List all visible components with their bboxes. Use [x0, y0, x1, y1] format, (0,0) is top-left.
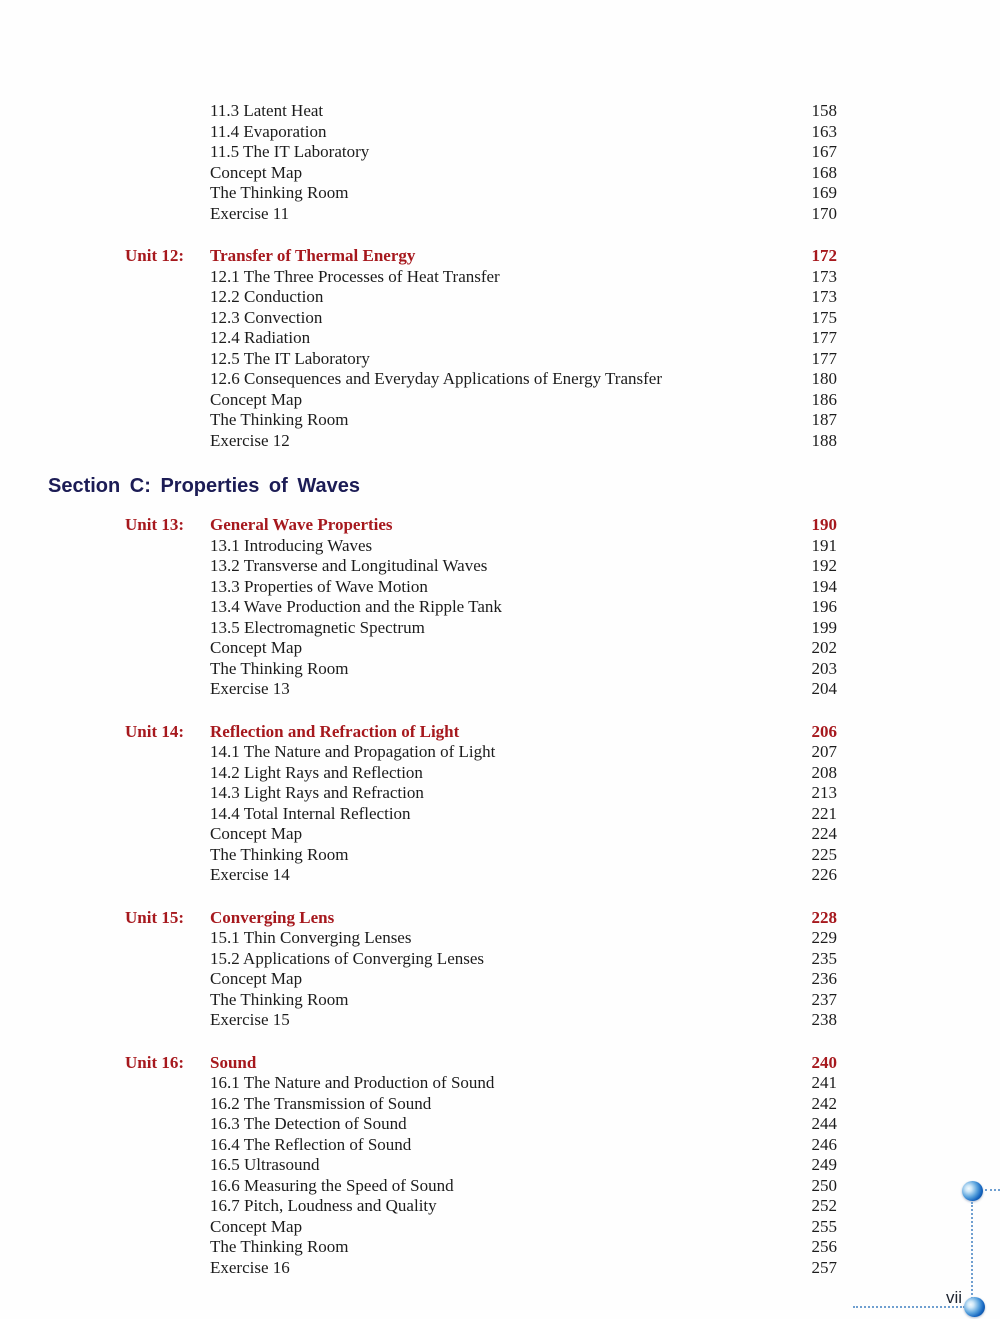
toc-entry-row — [125, 328, 837, 349]
unit-block — [125, 246, 837, 451]
toc-entry-row — [125, 865, 837, 886]
continuation-block — [125, 101, 837, 224]
entry-title: Concept Map — [210, 824, 303, 843]
entry-page-number: 244 — [811, 1114, 837, 1133]
toc-entry-row — [125, 142, 837, 163]
entry-page-number: 236 — [811, 969, 837, 988]
toc-entry-row — [125, 577, 837, 598]
toc-entry-row — [125, 679, 837, 700]
entry-title: 14.1 The Nature and Propagation of Light — [210, 742, 496, 761]
entry-page-number: 235 — [811, 948, 837, 968]
entry-title: 14.4 Total Internal Reflection — [210, 803, 411, 823]
toc-entry-row — [125, 267, 837, 288]
entry-page-number: 186 — [811, 389, 837, 409]
entry-page-number: 173 — [811, 266, 837, 286]
entry-page-number: 187 — [811, 410, 837, 429]
entry-page-number: 206 — [811, 721, 837, 741]
entry-page-number: 188 — [811, 430, 837, 450]
entry-title: The Thinking Room — [210, 658, 349, 678]
entry-page-number: 257 — [811, 1257, 837, 1277]
entry-page-number: 163 — [811, 121, 837, 141]
blue-bead-icon-top-right — [962, 1181, 983, 1201]
entry-page-number: 240 — [811, 1052, 837, 1072]
toc-entry-row — [125, 101, 837, 122]
toc-entry-row — [125, 845, 837, 866]
toc-entry-row — [125, 163, 837, 184]
entry-title: The Thinking Room — [210, 1237, 349, 1256]
entry-title: 16.4 The Reflection of Sound — [210, 1134, 412, 1154]
toc-entry-row — [125, 536, 837, 557]
unit-title: Transfer of Thermal Energy — [210, 246, 416, 265]
toc-entry-row — [125, 556, 837, 577]
toc-entry-row — [125, 969, 837, 990]
entry-title: The Thinking Room — [210, 844, 349, 864]
entry-title: Concept Map — [210, 1216, 303, 1236]
entry-page-number: 255 — [811, 1216, 837, 1236]
entry-title: Exercise 13 — [210, 679, 290, 698]
entry-page-number: 194 — [811, 576, 837, 596]
entry-page-number: 246 — [811, 1134, 837, 1154]
entry-title: 11.5 The IT Laboratory — [210, 142, 370, 161]
toc-entry-row — [125, 597, 837, 618]
toc-entry-row — [125, 369, 837, 390]
toc-entry-row — [125, 183, 837, 204]
entry-title: 14.2 Light Rays and Reflection — [210, 762, 423, 782]
toc-entry-row — [125, 204, 837, 225]
toc-entry-row — [125, 1176, 837, 1197]
toc-unit-title-row — [125, 908, 837, 929]
entry-title: Exercise 12 — [210, 430, 290, 450]
entry-page-number: 167 — [811, 142, 837, 161]
entry-page-number: 208 — [811, 762, 837, 782]
toc-entry-row — [125, 742, 837, 763]
entry-page-number: 238 — [811, 1010, 837, 1029]
entry-page-number: 173 — [811, 287, 837, 306]
toc-entry-row — [125, 1114, 837, 1135]
entry-page-number: 158 — [811, 101, 837, 120]
entry-page-number: 177 — [811, 348, 837, 368]
entry-page-number: 199 — [811, 617, 837, 637]
entry-title: Exercise 15 — [210, 1010, 290, 1029]
entry-title: Exercise 16 — [210, 1257, 290, 1277]
entry-page-number: 191 — [811, 535, 837, 555]
toc-entry-row — [125, 1135, 837, 1156]
toc-unit-title-row — [125, 722, 837, 743]
entry-page-number: 229 — [811, 928, 837, 947]
entry-page-number: 249 — [811, 1155, 837, 1174]
unit-block — [125, 722, 837, 886]
toc-entry-row — [125, 1217, 837, 1238]
entry-title: 16.5 Ultrasound — [210, 1155, 320, 1174]
entry-page-number: 190 — [811, 515, 837, 534]
section-header: Section C: Properties of Waves — [48, 475, 360, 497]
entry-page-number: 203 — [811, 658, 837, 678]
entry-title: 11.3 Latent Heat — [210, 101, 324, 120]
entry-title: 13.2 Transverse and Longitudinal Waves — [210, 556, 488, 575]
unit-label: Unit 15: — [125, 907, 185, 927]
entry-page-number: 168 — [811, 162, 837, 182]
entry-page-number: 204 — [811, 679, 837, 698]
entry-page-number: 207 — [811, 742, 837, 761]
entry-page-number: 170 — [811, 203, 837, 223]
entry-title: 12.1 The Three Processes of Heat Transfer — [210, 266, 500, 286]
entry-page-number: 228 — [811, 907, 837, 927]
toc-entry-row — [125, 431, 837, 452]
entry-page-number: 242 — [811, 1093, 837, 1113]
entry-title: 14.3 Light Rays and Refraction — [210, 783, 424, 802]
entry-title: 16.6 Measuring the Speed of Sound — [210, 1175, 454, 1195]
page-number: vii — [945, 1288, 962, 1307]
toc-entry-row — [125, 410, 837, 431]
toc-entry-row — [125, 824, 837, 845]
entry-title: 16.3 The Detection of Sound — [210, 1114, 407, 1133]
entry-page-number: 237 — [811, 989, 837, 1009]
entry-title: 15.1 Thin Converging Lenses — [210, 928, 412, 947]
unit-title: Reflection and Refraction of Light — [210, 721, 460, 741]
entry-page-number: 256 — [811, 1237, 837, 1256]
entry-page-number: 241 — [811, 1073, 837, 1092]
entry-page-number: 177 — [811, 328, 837, 347]
toc-entry-row — [125, 1196, 837, 1217]
toc-entry-row — [125, 659, 837, 680]
entry-page-number: 192 — [811, 556, 837, 575]
unit-label: Unit 16: — [125, 1052, 185, 1072]
unit-title: Converging Lens — [210, 907, 335, 927]
toc-entry-row — [125, 928, 837, 949]
entry-title: 12.4 Radiation — [210, 328, 311, 347]
entry-title: 13.3 Properties of Wave Motion — [210, 576, 428, 596]
entry-title: 11.4 Evaporation — [210, 121, 327, 141]
toc-entry-row — [125, 783, 837, 804]
toc-entry-row — [125, 638, 837, 659]
toc-entry-row — [125, 618, 837, 639]
dotted-line-top-right — [985, 1189, 1000, 1191]
toc-entry-row — [125, 1155, 837, 1176]
entry-page-number: 213 — [811, 783, 837, 802]
entry-title: 12.2 Conduction — [210, 287, 324, 306]
entry-page-number: 226 — [811, 865, 837, 884]
toc-entry-row — [125, 287, 837, 308]
unit-title: General Wave Properties — [210, 515, 393, 534]
entry-page-number: 175 — [811, 307, 837, 327]
entry-title: 16.2 The Transmission of Sound — [210, 1093, 432, 1113]
entry-page-number: 250 — [811, 1175, 837, 1195]
unit-title: Sound — [210, 1052, 257, 1072]
unit-label: Unit 12: — [125, 246, 185, 265]
entry-title: 13.4 Wave Production and the Ripple Tank — [210, 597, 502, 616]
toc-entry-row — [125, 990, 837, 1011]
toc-entry-row — [125, 949, 837, 970]
blue-bead-icon-bottom-right — [964, 1297, 985, 1317]
toc-entry-row — [125, 1010, 837, 1031]
unit-block — [125, 1053, 837, 1279]
entry-title: 12.5 The IT Laboratory — [210, 348, 370, 368]
unit-block — [125, 515, 837, 700]
entry-title: Exercise 11 — [210, 203, 290, 223]
toc-entry-row — [125, 390, 837, 411]
toc-entry-row — [125, 122, 837, 143]
unit-block — [125, 908, 837, 1031]
entry-page-number: 169 — [811, 183, 837, 202]
entry-page-number: 221 — [811, 803, 837, 823]
entry-title: The Thinking Room — [210, 410, 349, 429]
entry-title: 16.7 Pitch, Loudness and Quality — [210, 1196, 437, 1215]
toc — [48, 101, 837, 1300]
entry-title: 16.1 The Nature and Production of Sound — [210, 1073, 495, 1092]
entry-page-number: 224 — [811, 824, 837, 843]
toc-entry-row — [125, 1094, 837, 1115]
entry-title: Concept Map — [210, 162, 303, 182]
entry-title: Concept Map — [210, 638, 303, 657]
entry-title: The Thinking Room — [210, 183, 349, 202]
toc-entry-row — [125, 1073, 837, 1094]
entry-page-number: 202 — [811, 638, 837, 657]
entry-title: Concept Map — [210, 969, 303, 988]
entry-title: The Thinking Room — [210, 989, 349, 1009]
toc-entry-row — [125, 804, 837, 825]
entry-title: Exercise 14 — [210, 865, 290, 884]
entry-title: 15.2 Applications of Converging Lenses — [210, 948, 485, 968]
entry-page-number: 196 — [811, 597, 837, 616]
entry-page-number: 180 — [811, 369, 837, 388]
entry-page-number: 225 — [811, 844, 837, 864]
unit-label: Unit 14: — [125, 721, 185, 741]
entry-page-number: 172 — [811, 246, 837, 265]
entry-title: 12.3 Convection — [210, 307, 323, 327]
entry-page-number: 252 — [811, 1196, 837, 1215]
toc-unit-title-row — [125, 1053, 837, 1074]
entry-title: 13.1 Introducing Waves — [210, 535, 373, 555]
toc-unit-title-row — [125, 515, 837, 536]
toc-entry-row — [125, 308, 837, 329]
toc-entry-row — [125, 1237, 837, 1258]
entry-title: 13.5 Electromagnetic Spectrum — [210, 617, 425, 637]
entry-title: Concept Map — [210, 389, 303, 409]
dotted-line-vertical-right — [971, 1202, 973, 1299]
toc-entry-row — [125, 1258, 837, 1279]
entry-title: 12.6 Consequences and Everyday Applications of Energy Transfer — [210, 369, 662, 388]
unit-label: Unit 13: — [125, 515, 185, 534]
toc-unit-title-row — [125, 246, 837, 267]
toc-entry-row — [125, 763, 837, 784]
toc-entry-row — [125, 349, 837, 370]
